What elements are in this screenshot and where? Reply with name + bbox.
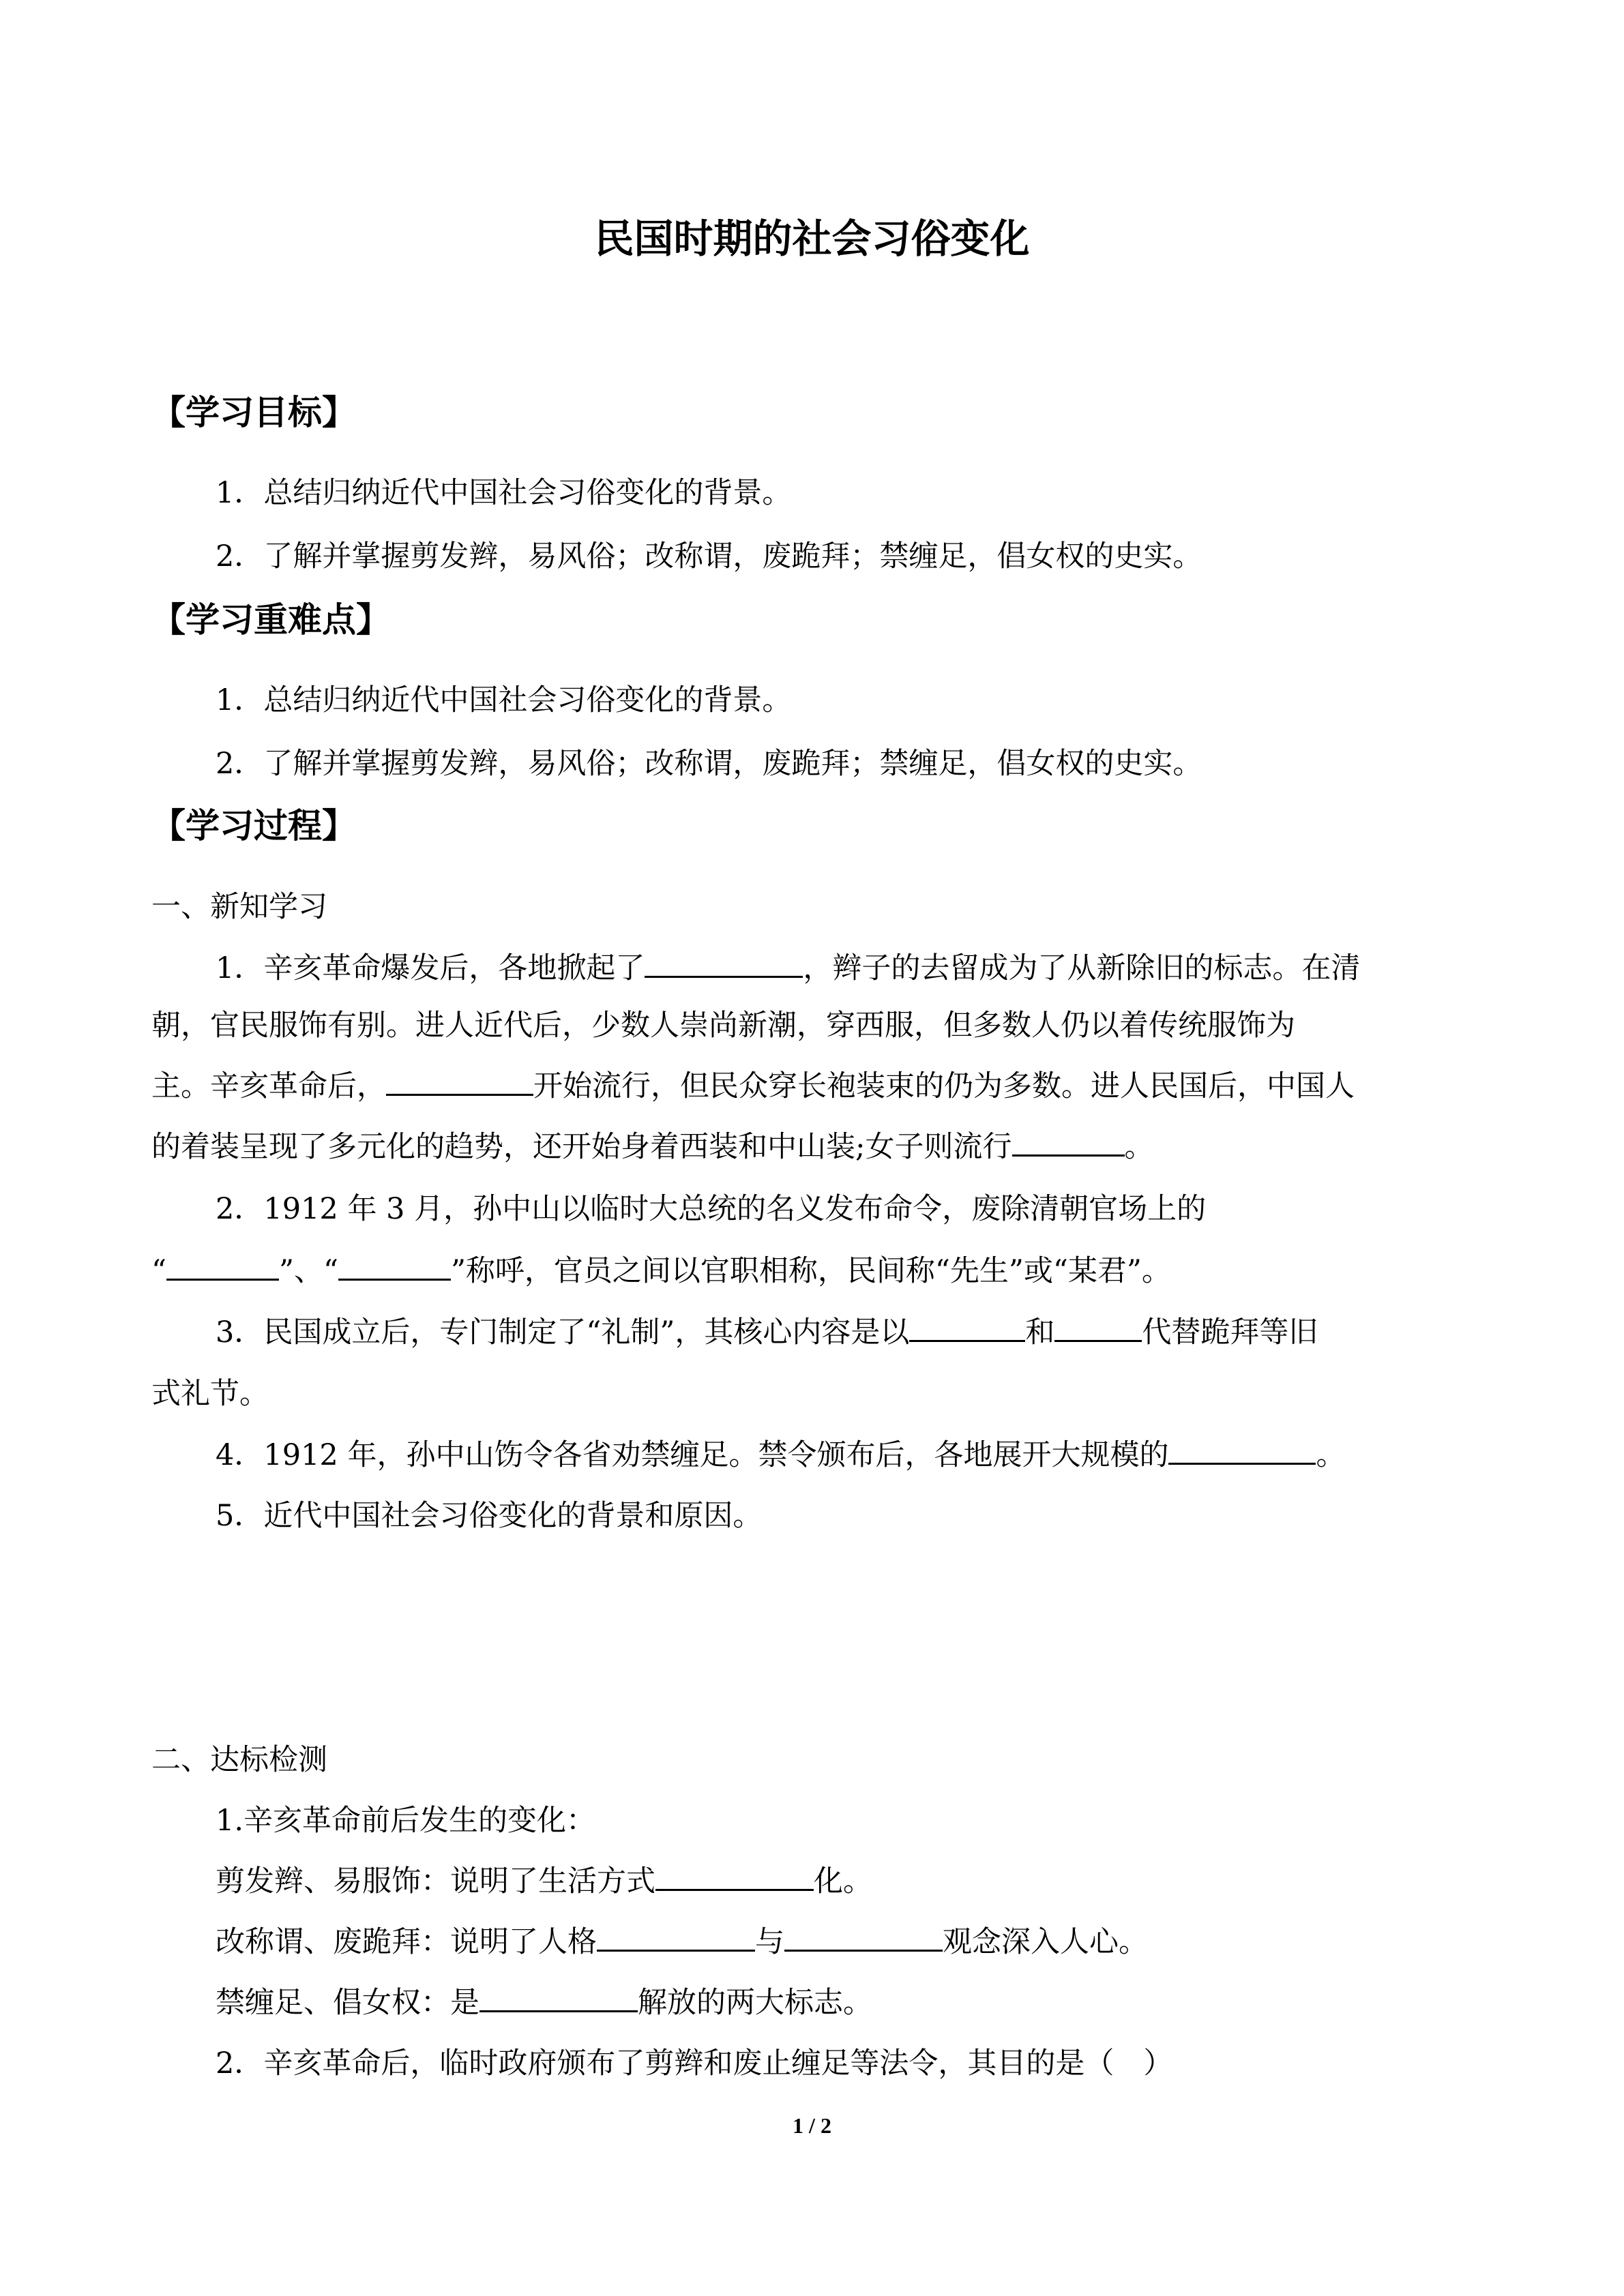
- heading-objectives: 【学习目标】: [151, 393, 356, 432]
- q3-line-1: 3．民国成立后，专门制定了“礼制”，其核心内容是以 和 代替跪拜等旧: [216, 1312, 1318, 1353]
- page-title: 民国时期的社会习俗变化: [594, 215, 1030, 262]
- fill-blank[interactable]: [1054, 1313, 1142, 1342]
- part2-heading: 二、达标检测: [151, 1743, 327, 1777]
- fill-blank[interactable]: [1168, 1435, 1316, 1465]
- check-q1-intro: 1.辛亥革命前后发生的变化：: [216, 1804, 596, 1838]
- q1-line-4: 的着装呈现了多元化的趋势，还开始身着西装和中山装;女子则流行 。: [151, 1127, 1154, 1167]
- part1-heading: 一、新知学习: [151, 890, 327, 924]
- check-q1-row-1: 剪发辫、易服饰：说明了生活方式 化。: [216, 1861, 872, 1902]
- q3-line-2: 式礼节。: [151, 1377, 269, 1411]
- q2-line-2: “ ”、“ ”称呼，官员之间以官职相称，民间称“先生”或“某君”。: [151, 1251, 1171, 1292]
- heading-key-points: 【学习重难点】: [151, 600, 390, 640]
- q1-line-2: 朝，官民服饰有别。进人近代后，少数人崇尚新潮，穿西服，但多数人仍以着传统服饰为: [151, 1009, 1295, 1043]
- fill-blank[interactable]: [784, 1922, 943, 1952]
- key-point-item-1: 1．总结归纳近代中国社会习俗变化的背景。: [216, 683, 792, 717]
- q1-line-1: 1．辛亥革命爆发后，各地掀起了 ，辫子的去留成为了从新除旧的标志。在清: [216, 948, 1360, 989]
- fill-blank[interactable]: [1012, 1127, 1125, 1157]
- check-q2-line: 2．辛亥革命后，临时政府颁布了剪辫和废止缠足等法令，其目的是（ ）: [216, 2046, 1173, 2081]
- check-q1-row-3: 禁缠足、倡女权：是 解放的两大标志。: [216, 1982, 872, 2023]
- fill-blank[interactable]: [479, 1983, 638, 2012]
- q4-line-1: 4．1912 年，孙中山饬令各省劝禁缠足。禁令颁布后，各地展开大规模的 。: [216, 1435, 1345, 1476]
- fill-blank[interactable]: [166, 1251, 279, 1281]
- fill-blank[interactable]: [655, 1862, 814, 1891]
- fill-blank[interactable]: [597, 1922, 755, 1952]
- fill-blank[interactable]: [338, 1251, 451, 1281]
- q5-line: 5．近代中国社会习俗变化的背景和原因。: [216, 1499, 763, 1533]
- objective-item-1: 1．总结归纳近代中国社会习俗变化的背景。: [216, 476, 792, 510]
- fill-blank[interactable]: [909, 1313, 1025, 1342]
- fill-blank[interactable]: [645, 949, 803, 978]
- q2-line-1: 2．1912 年 3 月，孙中山以临时大总统的名义发布命令，废除清朝官场上的: [216, 1192, 1207, 1226]
- page-number: 1 / 2: [793, 2113, 831, 2138]
- key-point-item-2: 2．了解并掌握剪发辫，易风俗；改称谓，废跪拜；禁缠足，倡女权的史实。: [216, 747, 1202, 781]
- check-q1-row-2: 改称谓、废跪拜：说明了人格 与 观念深入人心。: [216, 1922, 1148, 1963]
- fill-blank[interactable]: [386, 1067, 533, 1096]
- objective-item-2: 2．了解并掌握剪发辫，易风俗；改称谓，废跪拜；禁缠足，倡女权的史实。: [216, 539, 1202, 573]
- q1-line-3: 主。辛亥革命后， 开始流行，但民众穿长袍装束的仍为多数。进人民国后，中国人: [151, 1066, 1355, 1107]
- heading-process: 【学习过程】: [151, 806, 356, 846]
